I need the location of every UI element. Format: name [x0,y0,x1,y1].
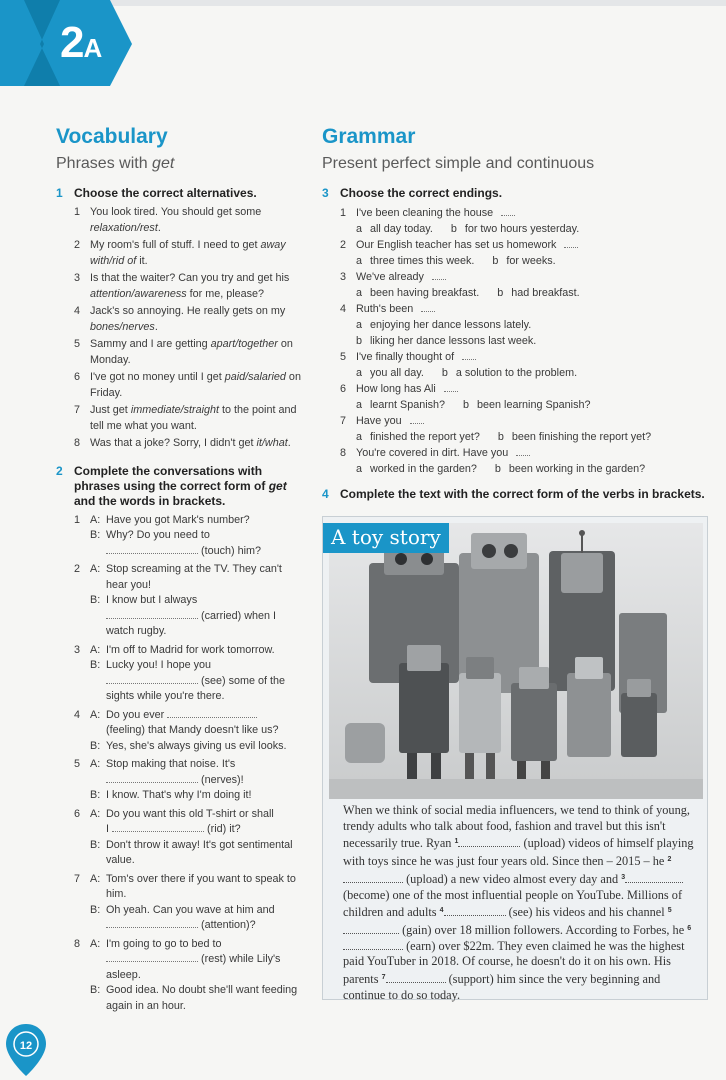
option-b: b for two hours yesterday. [450,223,580,235]
item-text: You look tired. You should get some relaxation/rest. [90,206,262,234]
option-a: a you all day. [356,367,424,379]
stem-text: You're covered in dirt. Have you [356,445,530,461]
option-letter: b [497,431,504,443]
story-text: When we think of social media influencers, we tend to think of young, trendy adults who talk about food, fashion and travel but this isn't necessarily true. Ryan $^1$ (upload) videos of himself playing with toys since he was just four years old. Since then – 2015 – he $^2$ (upload) a new video almost every day and $^3$ (become) one of the most influential people on YouTube. Millions of children and adults $^4$ (see) his videos and his channel $^5$ (gain) over 18 million followers. According to Forbes, he $^6$ (earn) over $22m. They even claimed he was the highest paid YouTuber in 2018. Of course, he doesn't do it on his own. His parents $^7$ (support) him since the very beginning and continue to do so today. [343,803,694,1002]
conversation-number: 5 [74,758,81,770]
speaker: A: [90,708,101,721]
answer-blank [106,544,198,554]
exercise-3-item [322,237,714,269]
conversation-body [90,643,306,705]
line-text: Why? Do you need to (touch) him? [106,529,262,557]
alternatives: paid/salaried [224,371,286,383]
answer-blank [106,609,198,619]
conversation [56,937,306,1015]
speaker: B: [90,838,101,851]
option-a: a enjoying her dance lessons lately. [356,319,532,331]
exercise-1-item [56,403,306,434]
answer-blank [106,773,198,783]
item-number: 2 [340,239,347,251]
speaker: B: [90,789,101,801]
grammar-section [322,124,714,502]
option-a: a all day today. [356,223,433,235]
vocabulary-section [56,124,306,1017]
option-b: b a solution to the problem. [441,367,578,379]
option-b: b been learning Spanish? [463,399,591,411]
option-letter: a [356,367,363,379]
option-a: a worked in the garden? [356,463,477,475]
story-box [322,516,708,1000]
line-text: I know but I always (carried) when I watch rugby. [106,594,277,637]
item-stem [322,205,714,221]
item-text: Is that the waiter? Can you try and get his attention/awareness for me, please? [90,272,290,300]
answer-blank [462,350,476,360]
speaker: A: [90,563,101,575]
option-letter: b [494,463,501,475]
option-letter: a [356,223,363,235]
option-a: a three times this week. [356,255,475,267]
stem-text: Ruth's been [356,301,435,317]
item-text: My room's full of stuff. I need to get away with/rid of it. [90,239,286,267]
exercise-3-item [322,413,714,445]
conversation [56,562,306,640]
item-text: Jack's so annoying. He really gets on my bones/nerves. [90,305,286,333]
conversation [56,643,306,705]
answer-blank [516,446,530,456]
story-title: A toy story [323,523,449,553]
option-b: b been finishing the report yet? [497,431,652,443]
conversation [56,708,306,755]
option-letter: b [441,367,448,379]
conversation-body [90,708,306,755]
option-b: b had breakfast. [497,287,580,299]
options [322,461,714,477]
speaker: A: [90,513,101,526]
answer-blank [410,414,424,424]
conversation-line [90,872,306,903]
alternatives: apart/together [210,338,278,350]
conversation-number: 3 [74,643,81,656]
options [322,317,714,349]
answer-blank [106,674,198,684]
option-a: a finished the report yet? [356,431,480,443]
stem-text: Our English teacher has set us homework [356,237,578,253]
option-letter: b [450,223,457,235]
conversation [56,513,306,560]
options [322,365,714,381]
item-text: Sammy and I are getting apart/together on Monday. [90,338,293,366]
option-letter: a [356,399,363,411]
conversation-body [90,872,306,934]
grammar-subtitle: Present perfect simple and continuous [322,155,595,172]
speaker: B: [90,594,101,606]
line-text: Do you ever (feeling) that Mandy doesn't like us? [106,708,279,736]
option-letter: a [356,255,363,267]
stem-text: I've been cleaning the house [356,205,515,221]
answer-blank [167,708,257,718]
conversation-line [90,528,306,559]
robots-illustration [329,523,703,799]
conversation-line [90,788,306,804]
line-text: Good idea. No doubt she'll want feeding again in an hour. [106,984,298,1012]
item-stem [322,381,714,397]
conversation-number: 8 [74,937,81,950]
grammar-title: Grammar [322,125,416,148]
option-letter: a [356,287,363,299]
options [322,397,714,413]
item-stem [322,269,714,285]
conversation-line [90,593,306,640]
exercise-1-item [56,271,306,302]
answer-blank [421,302,435,312]
item-number: 2 [74,239,81,251]
item-number: 6 [340,383,347,395]
item-text: I've got no money until I get paid/salaried on Friday. [90,371,301,399]
conversation-line [90,807,306,838]
item-stem [322,349,714,365]
answer-blank [501,206,515,216]
item-number: 6 [74,371,81,383]
exercise-1-item [56,304,306,335]
item-number: 5 [74,338,81,350]
item-stem [322,237,714,253]
exercise-3-item [322,205,714,237]
conversation-body [90,562,306,640]
conversation [56,872,306,934]
conversation-line [90,739,306,755]
option-letter: b [492,255,499,267]
alternatives: it/what [256,437,288,449]
line-text: I know. That's why I'm doing it! [106,789,252,801]
option-b: b been working in the garden? [494,463,646,475]
line-text: Yes, she's always giving us evil looks. [106,739,287,752]
exercise-3-item [322,445,714,477]
item-text: Was that a joke? Sorry, I didn't get it/what. [90,437,291,449]
conversation-line [90,838,306,869]
answer-blank [112,822,204,832]
options [322,429,714,445]
answer-blank [106,918,198,928]
speaker: B: [90,659,101,671]
item-number: 4 [340,303,347,315]
conversation-body [90,757,306,804]
stem-text: How long has Ali [356,381,458,397]
conversation-line [90,983,306,1014]
line-text: Stop making that noise. It's (nerves)! [106,758,244,786]
exercise-3-item [322,269,714,301]
conversation-number: 7 [74,872,81,885]
answer-blank [106,952,198,962]
option-letter: a [356,463,363,475]
unit-banner [0,0,726,88]
conversation-line [90,903,306,934]
item-stem [322,301,714,317]
stem-text: Have you [356,413,424,429]
conversation-body [90,937,306,1015]
conversation-line [90,658,306,705]
option-a: a been having breakfast. [356,287,480,299]
item-number: 7 [340,415,347,427]
speaker: A: [90,872,101,885]
conversation [56,757,306,804]
exercise-4-heading: 4 Complete the text with the correct form of the verbs in brackets. [322,487,705,501]
exercise-3-item [322,381,714,413]
item-number: 4 [74,305,81,317]
item-number: 1 [340,207,347,219]
options [322,221,714,237]
unit-label: 2A [60,18,102,67]
alternatives: immediate/straight [130,404,220,416]
alternatives: attention/awareness [90,287,187,300]
conversation-body [90,807,306,869]
exercise-1-heading: 1 Choose the correct alternatives. [56,186,257,200]
alternatives: relaxation/rest [90,221,158,234]
exercise-1-item [56,370,306,401]
exercise-1-item [56,337,306,368]
item-number: 3 [74,272,81,284]
speaker: A: [90,758,101,770]
option-letter: b [497,287,504,299]
item-number: 8 [340,447,347,459]
robots-photo [329,523,703,799]
conversation [56,807,306,869]
speaker: A: [90,807,101,820]
option-b: b for weeks. [492,255,556,267]
option-letter: b [356,335,363,347]
conversation-body [90,513,306,560]
line-text: Do you want this old T-shirt or shall I (rid) it? [106,807,274,835]
options [322,253,714,269]
line-text: I'm off to Madrid for work tomorrow. [106,643,275,656]
exercise-3-items [322,205,714,477]
vocabulary-subtitle: Phrases with get [56,155,175,172]
item-text: Just get immediate/straight to the point and tell me what you want. [90,404,297,432]
item-stem [322,413,714,429]
answer-blank [564,238,578,248]
option-a: a learnt Spanish? [356,399,446,411]
exercise-1-items [56,205,306,452]
line-text: Tom's over there if you want to speak to him. [106,872,296,900]
line-text: Don't throw it away! It's got sentimental value. [106,838,293,866]
exercise-2-heading: 2 Complete the conversations with phrases using the correct form of get and the words in brackets. [56,463,287,508]
exercise-3-item [322,349,714,381]
exercise-1-item [56,205,306,236]
options [322,285,714,301]
item-number: 5 [340,351,347,363]
speaker: A: [90,643,101,656]
banner-shape [0,0,726,88]
conversation-line [90,643,306,659]
exercise-1-item [56,238,306,269]
item-number: 3 [340,271,347,283]
item-number: 7 [74,404,81,416]
conversation-number: 2 [74,563,81,575]
speaker: B: [90,984,101,996]
option-letter: a [356,431,363,443]
option-b: b liking her dance lessons last week. [356,335,537,347]
conversation-number: 4 [74,708,81,721]
conversation-number: 6 [74,807,81,820]
line-text: Stop screaming at the TV. They can't hear you! [106,563,282,591]
exercise-3-heading: 3 Choose the correct endings. [322,186,503,200]
item-stem [322,445,714,461]
speaker: A: [90,937,101,950]
speaker: B: [90,529,101,541]
conversation-line [90,757,306,788]
alternatives: away with/rid of [90,239,286,267]
line-text: Oh yeah. Can you wave at him and (attention)? [106,903,275,931]
alternatives: bones/nerves [90,320,155,333]
line-text: Have you got Mark's number? [106,513,250,526]
exercise-1-item [56,436,306,452]
stem-text: I've finally thought of [356,349,476,365]
item-number: 1 [74,206,81,218]
speaker: B: [90,903,101,916]
option-letter: b [463,399,470,411]
line-text: Lucky you! I hope you (see) some of the sights while you're there. [106,659,286,702]
answer-blank [444,382,458,392]
page-number: 12 [19,1040,33,1052]
speaker: B: [90,739,101,752]
conversation-line [90,708,306,739]
option-letter: a [356,319,363,331]
conversation-line [90,937,306,984]
item-number: 8 [74,437,81,449]
exercise-2-items [56,513,306,1015]
exercise-3-item [322,301,714,349]
line-text: I'm going to go to bed to (rest) while Lily's asleep. [106,937,281,981]
answer-blank [432,270,446,280]
vocabulary-title: Vocabulary [56,125,168,148]
conversation-line [90,513,306,529]
conversation-number: 1 [74,513,81,526]
stem-text: We've already [356,269,446,285]
conversation-line [90,562,306,593]
